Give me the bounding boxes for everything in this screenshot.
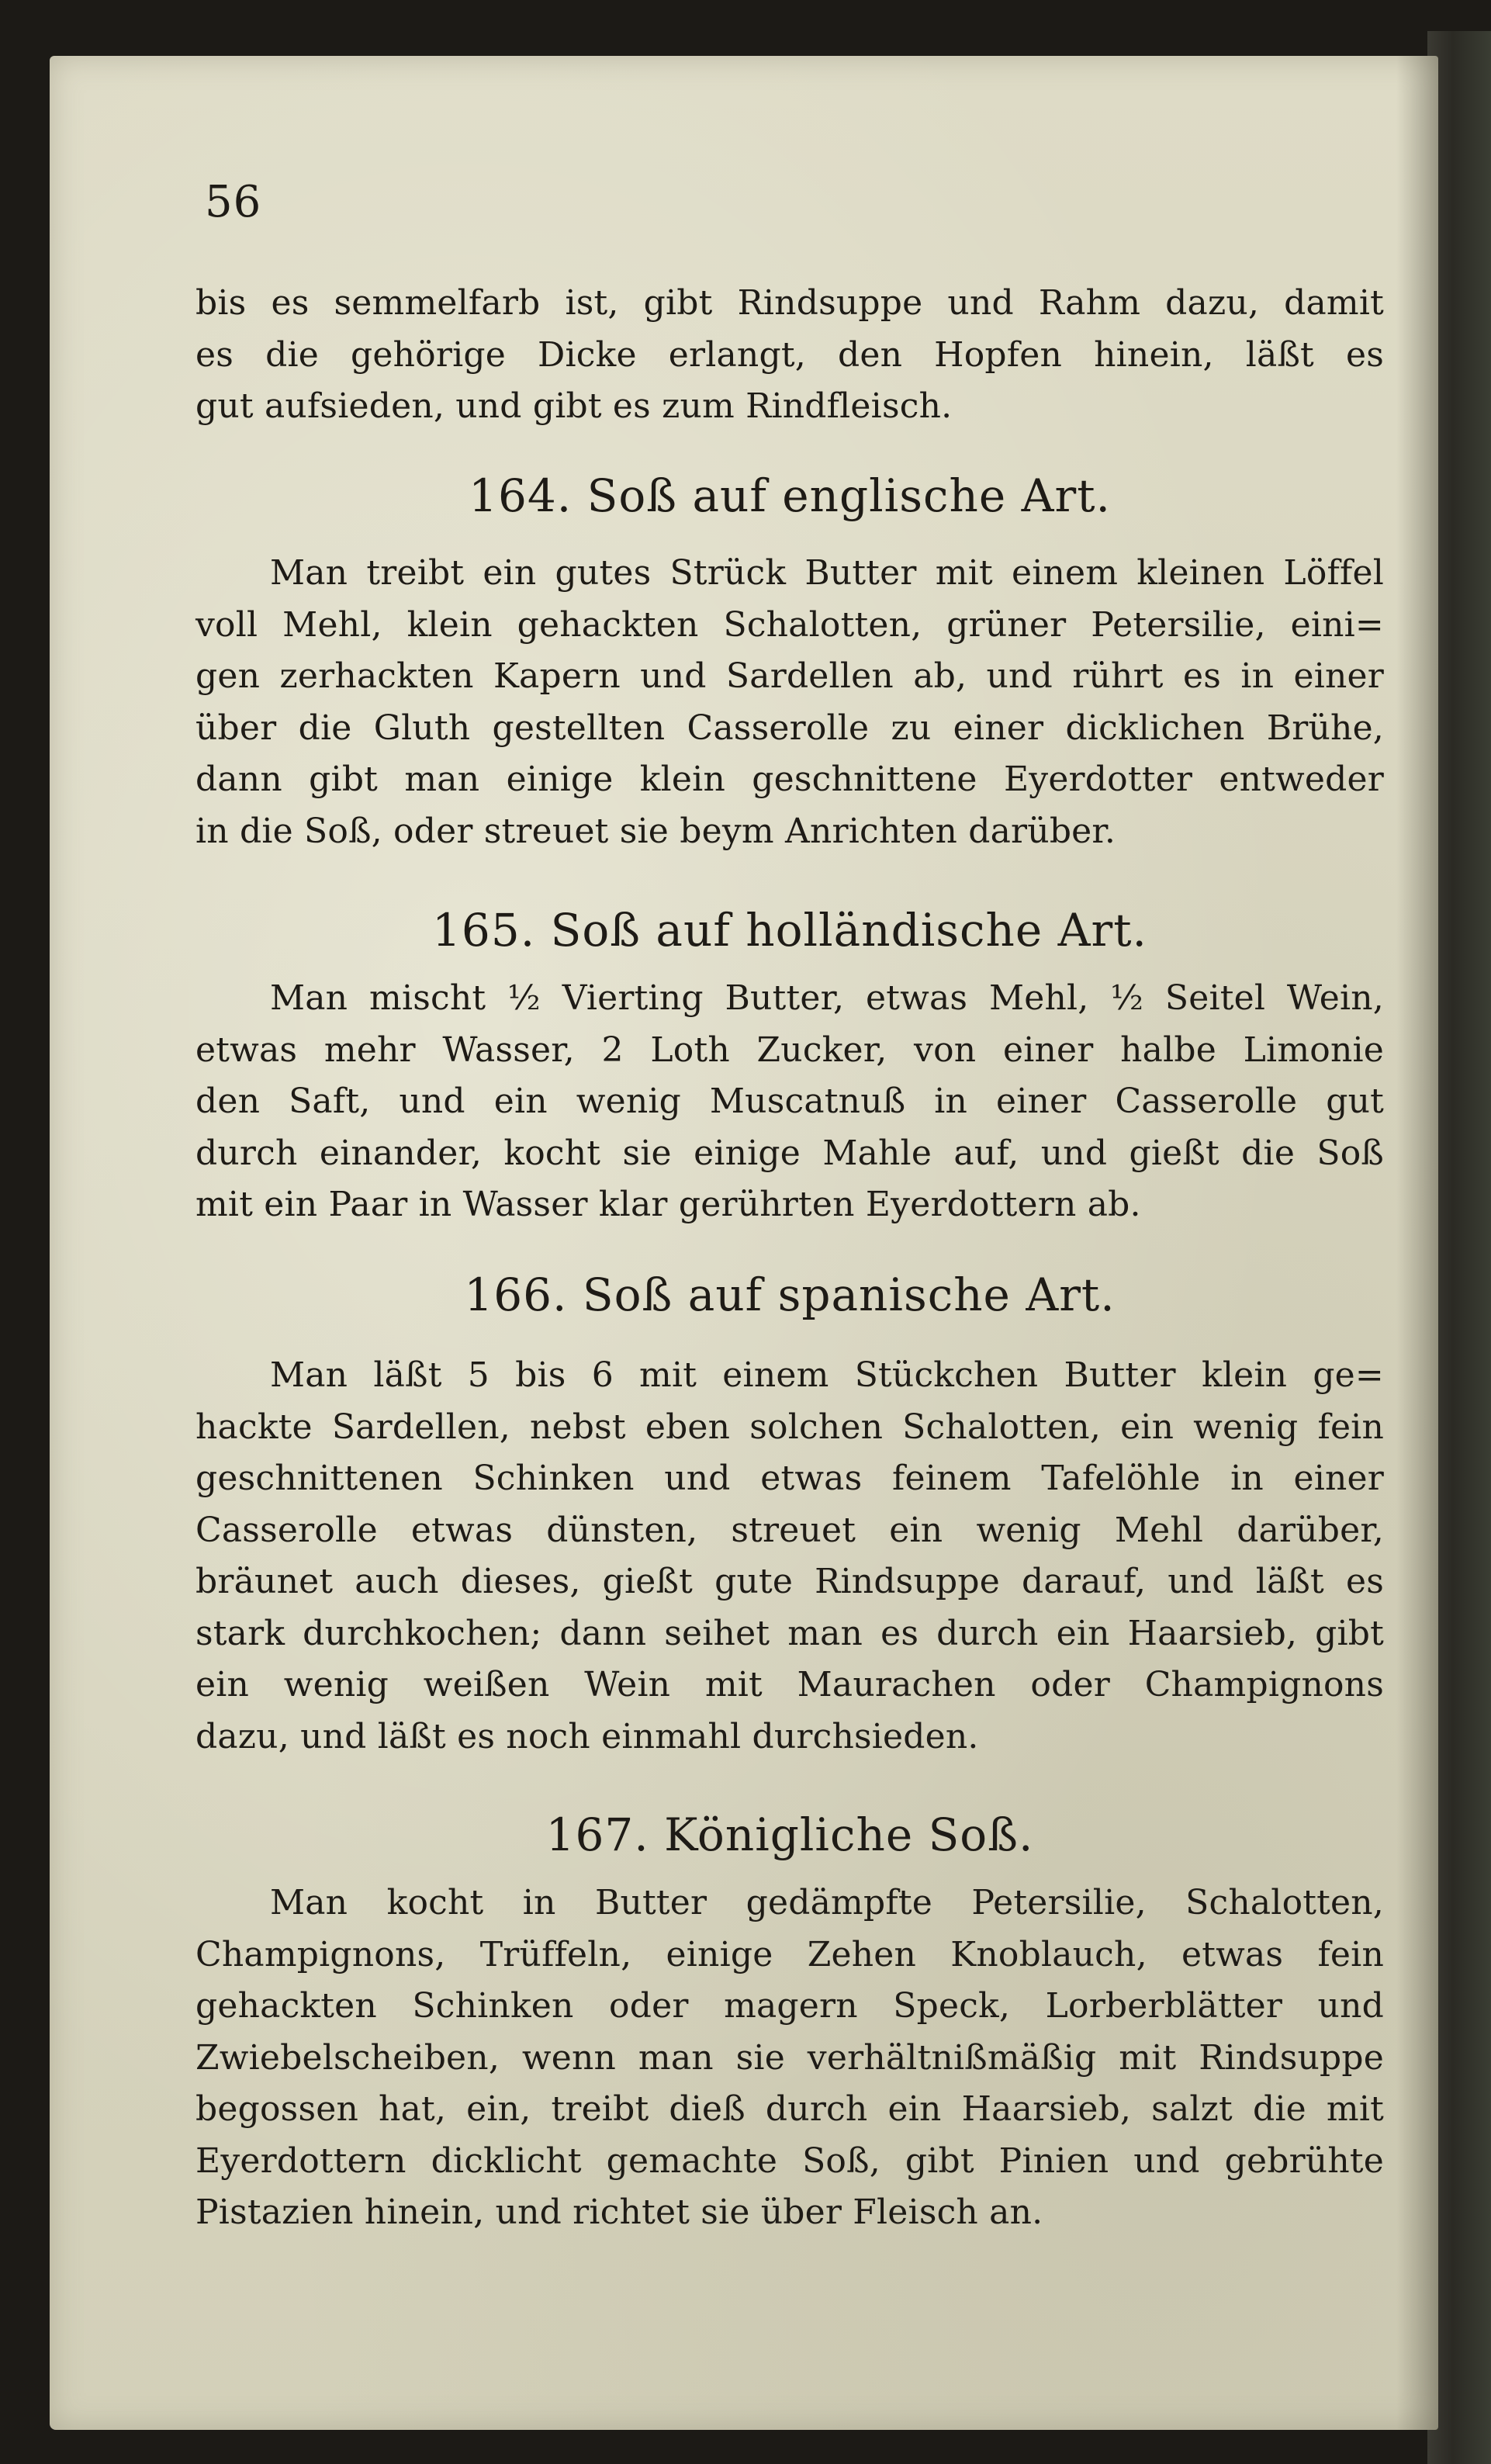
text-line: durch einander, kocht sie einige Mahle auf, und gießt die Soß: [195, 1133, 1384, 1173]
recipe-section-165: [195, 903, 1384, 957]
text-line: geschnittenen Schinken und etwas feinem Tafelöhle in einer: [195, 1459, 1384, 1498]
text-line: stark durchkochen; dann seihet man es durch ein Haarsieb, gibt: [195, 1613, 1384, 1653]
text-line: Champignons, Trüffeln, einige Zehen Knoblauch, etwas fein: [195, 1934, 1384, 1974]
text-line: gehackten Schinken oder magern Speck, Lorberblätter und: [195, 1986, 1384, 2026]
text-line: etwas mehr Wasser, 2 Loth Zucker, von einer halbe Limonie: [195, 1030, 1384, 1070]
text-line: Pistazien hinein, und richtet sie über Fleisch an.: [195, 2192, 1043, 2232]
text-line: Casserolle etwas dünsten, streuet ein wenig Mehl darüber,: [195, 1510, 1384, 1550]
recipe-body-164: [195, 548, 1384, 857]
recipe-heading: 165. Soß auf holländische Art.: [432, 904, 1147, 957]
recipe-section-164: [195, 469, 1384, 523]
recipe-heading: 164. Soß auf englische Art.: [469, 469, 1111, 522]
text-line: es die gehörige Dicke erlangt, den Hopfen hinein, läßt es: [195, 334, 1384, 375]
text-line: bis es semmelfarb ist, gibt Rindsuppe und Rahm dazu, damit: [195, 283, 1384, 323]
text-line: gen zerhackten Kapern und Sardellen ab, und rührt es in einer: [195, 656, 1384, 696]
text-line: ein wenig weißen Wein mit Maurachen oder Champignons: [195, 1665, 1384, 1704]
text-line: Man mischt ½ Vierting Butter, etwas Mehl, ½ Seitel Wein,: [270, 978, 1384, 1018]
recipe-section-166: [195, 1268, 1384, 1322]
text-line: den Saft, und ein wenig Muscatnuß in einer Casserolle gut: [195, 1081, 1384, 1121]
text-line: Man kocht in Butter gedämpfte Petersilie, Schalotten,: [270, 1883, 1384, 1922]
text-line: begossen hat, ein, treibt dieß durch ein Haarsieb, salzt die mit: [195, 2089, 1384, 2129]
recipe-body-167: [195, 1877, 1384, 2239]
text-line: Eyerdottern dicklicht gemachte Soß, gibt Pinien und gebrühte: [195, 2140, 1384, 2181]
page-number: 56: [205, 177, 262, 227]
text-line: Man läßt 5 bis 6 mit einem Stückchen Butter klein ge=: [270, 1355, 1384, 1395]
text-line: voll Mehl, klein gehackten Schalotten, grüner Petersilie, eini=: [195, 604, 1384, 645]
text-line: in die Soß, oder streuet sie beym Anrichten darüber.: [195, 811, 1116, 851]
text-line: dann gibt man einige klein geschnittene Eyerdotter entweder: [195, 760, 1384, 799]
text-line: bräunet auch dieses, gießt gute Rindsuppe darauf, und läßt es: [195, 1562, 1384, 1601]
text-line: dazu, und läßt es noch einmahl durchsieden.: [195, 1716, 979, 1756]
recipe-body-165: [195, 973, 1384, 1231]
text-line: über die Gluth gestellten Casserolle zu einer dicklichen Brühe,: [195, 708, 1384, 748]
text-line: Man treibt ein gutes Strück Butter mit einem kleinen Löffel: [270, 553, 1384, 593]
page-edge-shadow: [1396, 56, 1438, 2430]
recipe-heading: 166. Soß auf spanische Art.: [464, 1268, 1116, 1321]
text-line: Zwiebelscheiben, wenn man sie verhältnißmäßig mit Rindsuppe: [195, 2037, 1384, 2078]
intro-paragraph: [195, 278, 1384, 433]
text-line: hackte Sardellen, nebst eben solchen Schalotten, ein wenig fein: [195, 1407, 1384, 1447]
text-line: mit ein Paar in Wasser klar gerührten Eyerdottern ab.: [195, 1185, 1141, 1224]
recipe-section-167: [195, 1808, 1384, 1862]
recipe-body-166: [195, 1350, 1384, 1763]
recipe-heading: 167. Königliche Soß.: [545, 1808, 1034, 1861]
text-line: gut aufsieden, und gibt es zum Rindfleisch.: [195, 386, 953, 426]
